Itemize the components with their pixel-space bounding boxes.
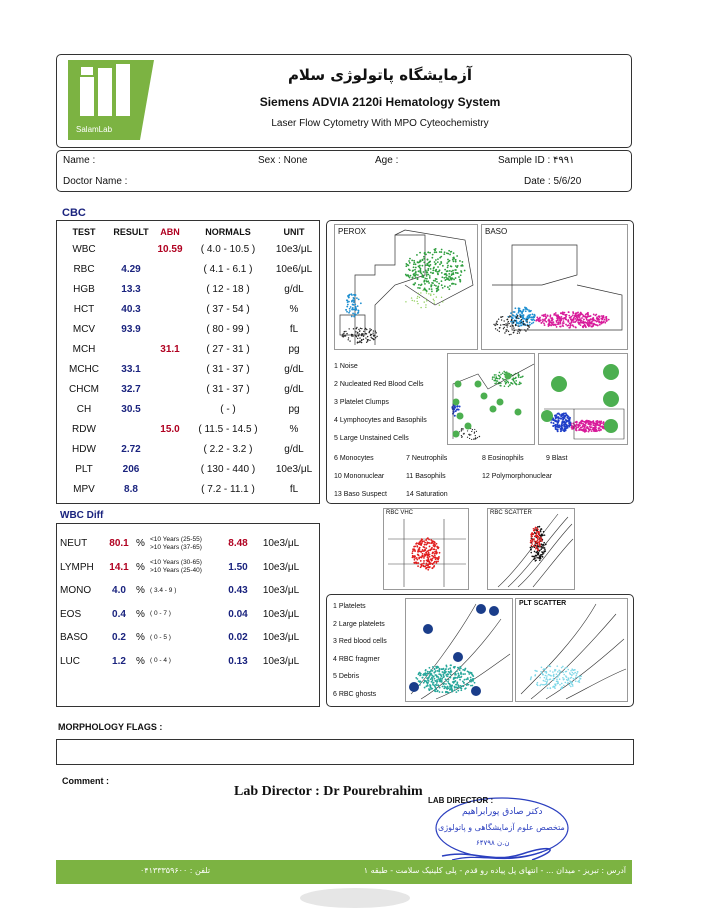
cbc-abn xyxy=(154,399,186,419)
diff-title: WBC Diff xyxy=(60,510,104,521)
cbc-test: MCV xyxy=(72,323,96,335)
cbc-row xyxy=(60,299,318,319)
cbc-abn: 10.59 xyxy=(157,243,183,255)
legend-item: 9 Blast xyxy=(546,455,568,462)
cbc-result: 8.8 xyxy=(124,483,138,495)
diff-normals xyxy=(150,556,220,580)
cbc-result: 33.1 xyxy=(121,363,141,375)
diff-normals-1: <10 Years (30-65) xyxy=(150,559,202,567)
cbc-abn xyxy=(154,479,186,499)
cbc-abn xyxy=(154,459,186,479)
legend-item: 6 Monocytes xyxy=(334,455,374,462)
diff-abs: 0.04 xyxy=(228,608,248,620)
cbc-result: 2.72 xyxy=(121,443,141,455)
cbc-unit: fL xyxy=(289,323,299,335)
baso-label: BASO xyxy=(485,227,508,236)
cbc-unit: % xyxy=(289,303,299,315)
footer-address: آدرس : تبریز - میدان ... - انتهای پل پیاده رو قدم - پلی کلینیک سلامت - طبقه ۱ xyxy=(363,866,626,875)
diff-pct-unit: % xyxy=(136,655,145,667)
plt-legend-item: 4 RBC fragmer xyxy=(333,655,380,663)
th-unit: UNIT xyxy=(283,227,305,237)
plt-main-plot xyxy=(405,598,513,702)
diff-abs: 8.48 xyxy=(228,538,248,550)
diff-normals-1: ( 0 - 5 ) xyxy=(150,633,171,641)
diff-normals-1: <10 Years (25-55) xyxy=(150,535,202,543)
cbc-title: CBC xyxy=(62,207,86,219)
cbc-abn xyxy=(154,379,186,399)
cbc-result: 30.5 xyxy=(121,403,141,415)
cbc-normals: ( 130 - 440 ) xyxy=(200,463,256,475)
cbc-row xyxy=(60,259,318,279)
plt-scatter-label: PLT SCATTER xyxy=(519,600,567,607)
diff-test: BASO xyxy=(60,632,88,644)
diff-normals xyxy=(150,650,220,674)
diff-pct: 14.1 xyxy=(109,561,129,573)
plt-legend-item: 1 Platelets xyxy=(333,603,366,610)
cbc-unit: g/dL xyxy=(284,283,304,295)
cbc-abn xyxy=(154,359,186,379)
cbc-unit: pg xyxy=(288,403,300,415)
diff-pct-unit: % xyxy=(136,608,145,620)
cbc-unit: g/dL xyxy=(284,383,304,395)
diff-normals xyxy=(150,579,220,603)
rbc-scatter-label: RBC SCATTER xyxy=(490,510,532,516)
baso-plot xyxy=(481,224,628,350)
cbc-abn xyxy=(154,279,186,299)
cbc-unit: % xyxy=(289,423,299,435)
cbc-unit: 10e3/μL xyxy=(275,243,313,255)
cbc-normals: ( 7.2 - 11.1 ) xyxy=(201,483,255,495)
cbc-test: CH xyxy=(76,403,92,415)
stamp-line1: دکتر صادق پورابراهیم xyxy=(462,807,543,817)
diff-pct-unit: % xyxy=(136,632,145,644)
diff-unit: 10e3/μL xyxy=(262,655,300,667)
diff-pct-unit: % xyxy=(136,538,145,550)
cbc-abn: 15.0 xyxy=(160,423,180,435)
diff-row xyxy=(60,650,306,674)
cbc-unit: g/dL xyxy=(284,443,304,455)
diff-normals-1: ( 0 - 4 ) xyxy=(150,657,171,665)
cbc-row xyxy=(60,459,318,479)
diff-pct-unit: % xyxy=(136,561,145,573)
cbc-unit: 10e3/μL xyxy=(275,463,313,475)
cbc-test: HCT xyxy=(73,303,95,315)
scatter-legend xyxy=(334,358,446,448)
bottom-shadow xyxy=(300,888,410,908)
cbc-result: 206 xyxy=(122,463,140,475)
rbc-scatter-plot xyxy=(487,508,575,590)
director-stamp xyxy=(428,794,572,860)
legend-item: 2 Nucleated Red Blood Cells xyxy=(334,381,424,388)
plt-legend-item: 3 Red blood cells xyxy=(333,638,387,645)
diff-test: LYMPH xyxy=(60,561,94,573)
cbc-test: CHCM xyxy=(69,383,99,395)
cbc-unit: g/dL xyxy=(284,363,304,375)
cbc-result xyxy=(108,339,154,359)
diff-unit: 10e3/μL xyxy=(262,608,300,620)
diff-row xyxy=(60,556,306,580)
legend-row xyxy=(334,450,626,468)
rbc-vhc-plot xyxy=(383,508,469,590)
diff-abs: 1.50 xyxy=(228,561,248,573)
th-normals: NORMALS xyxy=(205,227,251,237)
diff-normals xyxy=(150,603,220,627)
cbc-test: HDW xyxy=(72,443,96,455)
diff-test: EOS xyxy=(60,608,82,620)
legend-item: 1 Noise xyxy=(334,363,358,370)
cbc-table xyxy=(60,225,318,499)
cbc-normals: ( 27 - 31 ) xyxy=(206,343,250,355)
lab-name: آزمایشگاه پاتولوژی سلام xyxy=(287,66,473,84)
plt-legend xyxy=(333,598,405,703)
legend-row xyxy=(334,486,626,504)
legend-item: 5 Large Unstained Cells xyxy=(334,435,409,442)
plt-scatter-plot xyxy=(515,598,628,702)
diff-normals-2: >10 Years (37-65) xyxy=(150,543,202,551)
morphology-box xyxy=(56,739,634,765)
cbc-normals: ( 4.0 - 10.5 ) xyxy=(200,243,256,255)
diff-pct: 0.2 xyxy=(112,632,126,644)
cbc-normals: ( 2.2 - 3.2 ) xyxy=(203,443,253,455)
logo-text: SalamLab xyxy=(76,125,113,134)
diff-abs: 0.43 xyxy=(228,585,248,597)
diff-normals xyxy=(150,626,220,650)
baso-mini xyxy=(538,353,628,445)
th-result: RESULT xyxy=(113,227,149,237)
diff-test: MONO xyxy=(60,585,92,597)
legend-item: 11 Basophils xyxy=(406,473,446,480)
cbc-result: 32.7 xyxy=(121,383,141,395)
diff-pct: 0.4 xyxy=(112,608,126,620)
diff-unit: 10e3/μL xyxy=(262,538,300,550)
sample-id: Sample ID : ۴۹۹۱ xyxy=(498,155,575,166)
cbc-row xyxy=(60,339,318,359)
diff-normals xyxy=(150,532,220,556)
cbc-result: 13.3 xyxy=(121,283,141,295)
diff-row xyxy=(60,626,306,650)
diff-pct: 80.1 xyxy=(109,538,129,550)
cbc-unit: 10e6/μL xyxy=(275,263,313,275)
date-label: Date : 5/6/20 xyxy=(524,176,582,187)
cbc-test: PLT xyxy=(75,463,93,475)
plt-legend-item: 2 Large platelets xyxy=(333,620,385,628)
footer-phone: تلفن : ۰۴۱۳۳۳۵۹۶۰۰ xyxy=(140,866,211,875)
cbc-normals: ( 37 - 54 ) xyxy=(206,303,250,315)
cbc-normals: ( - ) xyxy=(220,403,236,415)
system-name: Siemens ADVIA 2120i Hematology System xyxy=(259,95,501,109)
doctor-label: Doctor Name : xyxy=(63,176,128,187)
plt-legend-item: 5 Debris xyxy=(333,673,360,680)
scatter-legend-rows xyxy=(334,450,626,504)
perox-label: PEROX xyxy=(338,227,367,236)
diff-unit: 10e3/μL xyxy=(262,561,300,573)
cbc-row xyxy=(60,439,318,459)
diff-normals-1: ( 3.4 - 9 ) xyxy=(150,586,177,594)
cbc-row xyxy=(60,419,318,439)
cbc-abn xyxy=(154,319,186,339)
sex-label: Sex : None xyxy=(258,155,308,166)
cbc-normals: ( 31 - 37 ) xyxy=(206,383,250,395)
diff-row xyxy=(60,579,306,603)
legend-item: 13 Baso Suspect xyxy=(334,491,387,498)
legend-row xyxy=(334,468,626,486)
perox-plot xyxy=(334,224,478,350)
cbc-test: WBC xyxy=(72,243,96,255)
cbc-row xyxy=(60,319,318,339)
cbc-result xyxy=(108,239,154,259)
cbc-normals: ( 31 - 37 ) xyxy=(206,363,250,375)
cbc-abn xyxy=(154,439,186,459)
legend-item: 3 Platelet Clumps xyxy=(334,399,389,406)
cbc-row xyxy=(60,379,318,399)
diff-table xyxy=(60,532,306,673)
diff-pct: 1.2 xyxy=(112,655,126,667)
cbc-normals: ( 80 - 99 ) xyxy=(206,323,250,335)
diff-unit: 10e3/μL xyxy=(262,632,300,644)
stamp-line2: متخصص علوم آزمایشگاهی و پاتولوژی xyxy=(438,823,565,832)
cbc-result: 4.29 xyxy=(121,263,141,275)
morphology-label: MORPHOLOGY FLAGS : xyxy=(58,722,163,732)
cbc-abn xyxy=(154,259,186,279)
cbc-normals: ( 12 - 18 ) xyxy=(206,283,250,295)
legend-item: 7 Neutrophils xyxy=(406,455,448,462)
cbc-normals: ( 11.5 - 14.5 ) xyxy=(198,423,258,435)
legend-item: 12 Polymorphonuclear xyxy=(482,473,553,480)
diff-test: LUC xyxy=(60,655,81,667)
cbc-test: MCHC xyxy=(69,363,99,375)
stamp-line3: ن.ن ۶۴۷۹۸ xyxy=(476,839,510,847)
legend-item: 4 Lymphocytes and Basophils xyxy=(334,417,427,424)
diff-pct: 4.0 xyxy=(112,585,126,597)
cbc-row xyxy=(60,279,318,299)
cbc-result: 40.3 xyxy=(121,303,141,315)
diff-pct-unit: % xyxy=(136,585,145,597)
diff-unit: 10e3/μL xyxy=(262,585,300,597)
diff-normals-1: ( 0 - 7 ) xyxy=(150,610,171,618)
diff-row xyxy=(60,603,306,627)
method-name: Laser Flow Cytometry With MPO Cyteochemistry xyxy=(271,118,489,129)
cbc-test: HGB xyxy=(73,283,95,295)
cbc-unit: fL xyxy=(289,483,299,495)
legend-item: 14 Saturation xyxy=(406,491,448,498)
cbc-row xyxy=(60,359,318,379)
cbc-test: RDW xyxy=(72,423,96,435)
name-label: Name : xyxy=(63,155,96,166)
diff-abs: 0.02 xyxy=(228,632,248,644)
cbc-result: 93.9 xyxy=(121,323,141,335)
perox-mini xyxy=(447,353,535,445)
cbc-row xyxy=(60,239,318,259)
th-abn: ABN xyxy=(160,227,180,237)
lab-director: Lab Director : Dr Pourebrahim xyxy=(234,784,423,799)
diff-row xyxy=(60,532,306,556)
cbc-test: MPV xyxy=(73,483,95,495)
cbc-abn: 31.1 xyxy=(160,343,180,355)
th-test: TEST xyxy=(72,227,96,237)
plt-legend-item: 6 RBC ghosts xyxy=(333,690,377,698)
cbc-test: MCH xyxy=(72,343,96,355)
stamp-title: LAB DIRECTOR : xyxy=(428,796,494,805)
diff-normals-2: >10 Years (25-40) xyxy=(150,567,202,575)
rbc-vhc-label: RBC VHC xyxy=(386,510,414,516)
lab-logo xyxy=(68,60,154,140)
cbc-abn xyxy=(154,299,186,319)
legend-item: 8 Eosinophils xyxy=(482,455,524,462)
legend-item: 10 Mononuclear xyxy=(334,473,385,480)
cbc-row xyxy=(60,479,318,499)
diff-abs: 0.13 xyxy=(228,655,248,667)
cbc-row xyxy=(60,399,318,419)
cbc-unit: pg xyxy=(288,343,300,355)
diff-test: NEUT xyxy=(60,538,88,550)
cbc-normals: ( 4.1 - 6.1 ) xyxy=(203,263,253,275)
age-label: Age : xyxy=(375,155,399,166)
cbc-result xyxy=(108,419,154,439)
comment-label: Comment : xyxy=(62,776,109,786)
cbc-test: RBC xyxy=(73,263,95,275)
